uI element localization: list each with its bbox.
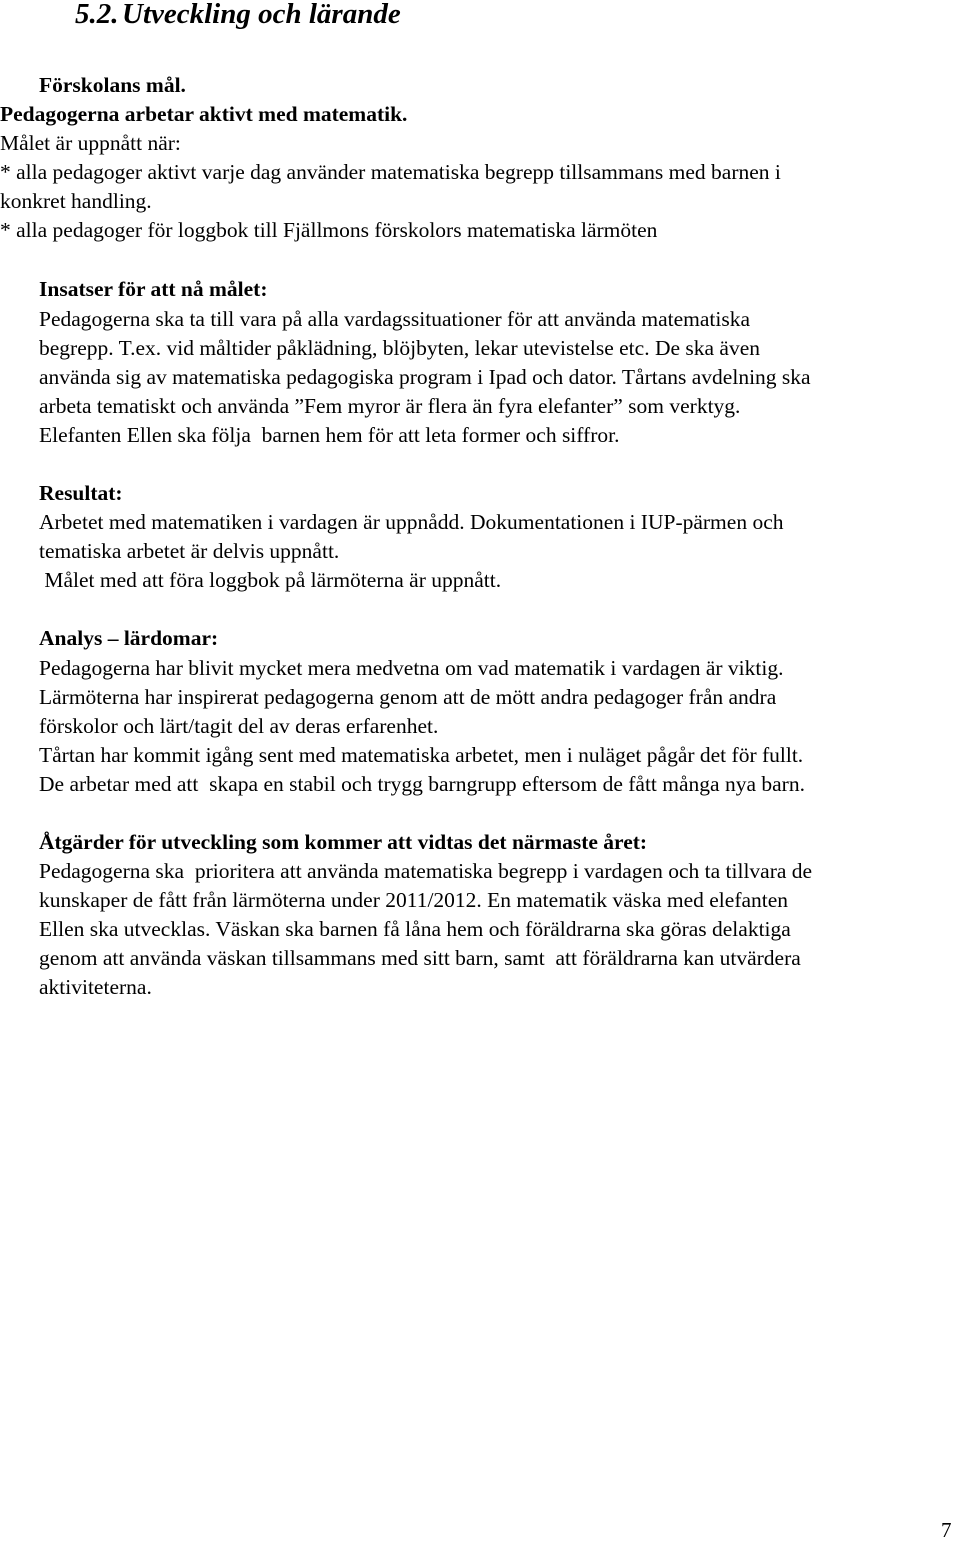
page-number: 7 — [941, 1518, 952, 1542]
goal-item-2: * alla pedagoger för loggbok till Fjällmons förskolors matematiska lärmöten — [0, 218, 658, 242]
analys-line: Tårtan har kommit igång sent med matematiska arbetet, men i nuläget pågår det för fullt. — [39, 743, 804, 767]
insatser-heading: Insatser för att nå målet: — [39, 277, 268, 301]
resultat-line: Målet med att föra loggbok på lärmöterna är uppnått. — [39, 568, 502, 592]
goal-item-1-line-1: * alla pedagoger aktivt varje dag använder matematiska begrepp tillsammans med barnen i — [0, 160, 781, 184]
atgarder-line: genom att använda väskan tillsammans med sitt barn, samt att föräldrarna kan utvärdera — [39, 946, 801, 970]
resultat-line: tematiska arbetet är delvis uppnått. — [39, 539, 340, 563]
analys-line: Pedagogerna har blivit mycket mera medvetna om vad matematik i vardagen är viktig. — [39, 656, 784, 680]
resultat-heading: Resultat: — [39, 481, 123, 505]
insatser-line: arbeta tematiskt och använda ”Fem myror är flera än fyra elefanter” som verktyg. — [39, 394, 741, 418]
insatser-line: Elefanten Ellen ska följa barnen hem för att leta former och siffror. — [39, 423, 620, 447]
goal-subheading: Pedagogerna arbetar aktivt med matematik. — [0, 102, 408, 126]
analys-line: Lärmöterna har inspirerat pedagogerna genom att de mött andra pedagoger från andra — [39, 685, 777, 709]
atgarder-line: Ellen ska utvecklas. Väskan ska barnen få låna hem och föräldrarna ska göras delaktiga — [39, 917, 791, 941]
section-heading — [75, 0, 401, 34]
insatser-line: använda sig av matematiska pedagogiska program i Ipad och dator. Tårtans avdelning ska — [39, 365, 811, 389]
insatser-line: begrepp. T.ex. vid måltider påklädning, blöjbyten, lekar utevistelse etc. De ska även — [39, 336, 761, 360]
goal-heading: Förskolans mål. — [39, 73, 186, 97]
analys-line: förskolor och lärt/tagit del av deras erfarenhet. — [39, 714, 439, 738]
atgarder-line: kunskaper de fått från lärmöterna under 2011/2012. En matematik väska med elefanten — [39, 888, 789, 912]
analys-heading: Analys – lärdomar: — [39, 626, 219, 650]
atgarder-line: Pedagogerna ska prioritera att använda matematiska begrepp i vardagen och ta tillvara de — [39, 859, 813, 883]
section-number: 5.2. — [75, 0, 119, 30]
section-title: Utveckling och lärande — [122, 0, 401, 30]
analys-line: De arbetar med att skapa en stabil och trygg barngrupp eftersom de fått många nya barn. — [39, 772, 805, 796]
atgarder-heading: Åtgärder för utveckling som kommer att vidtas det närmaste året: — [39, 830, 648, 854]
goal-intro: Målet är uppnått när: — [0, 131, 181, 155]
resultat-line: Arbetet med matematiken i vardagen är uppnådd. Dokumentationen i IUP-pärmen och — [39, 510, 784, 534]
atgarder-line: aktiviteterna. — [39, 975, 152, 999]
insatser-line: Pedagogerna ska ta till vara på alla vardagssituationer för att använda matematiska — [39, 307, 751, 331]
goal-item-1-line-2: konkret handling. — [0, 189, 152, 213]
